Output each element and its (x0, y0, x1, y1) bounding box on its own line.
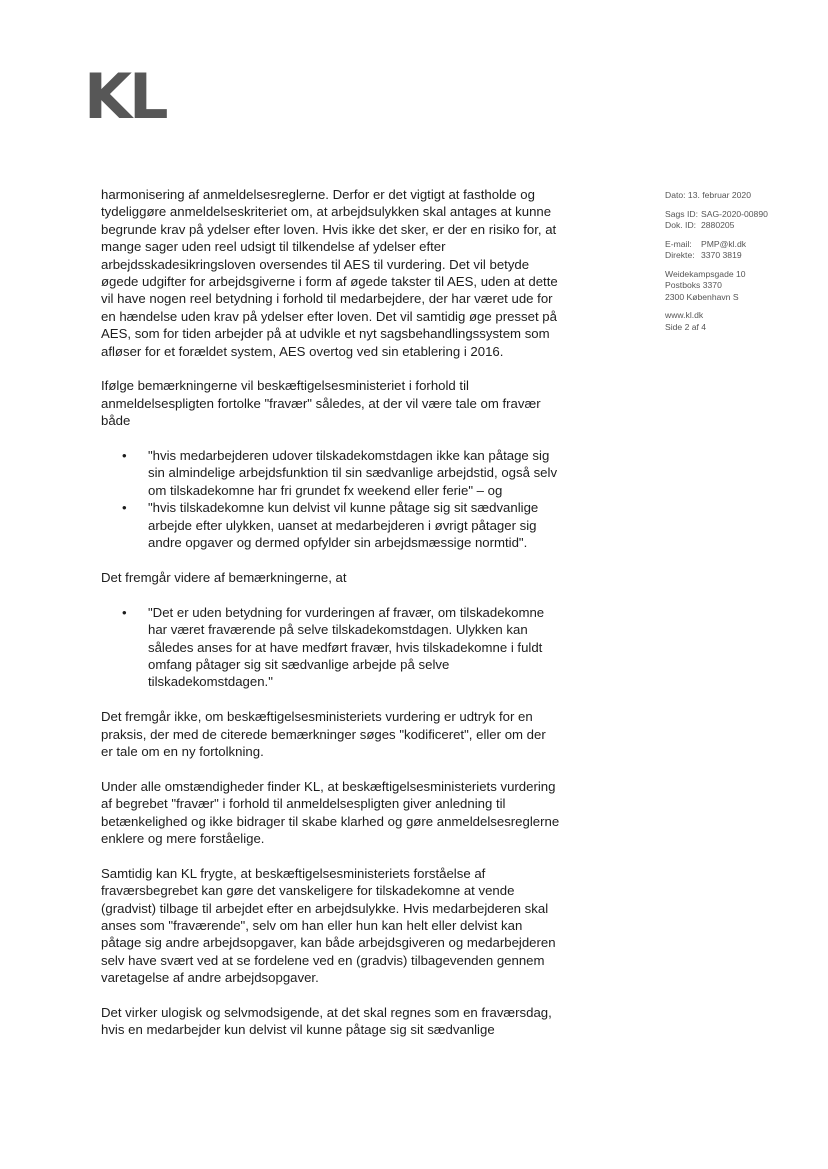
list-item: • "hvis tilskadekomne kun delvist vil kunne påtage sig sit sædvanlige arbejde efter ulykken, uanset at medarbejderen i øvrigt påtager sig andre opgaver og dermed opfylder sin arbejdsmæssige normtid". (148, 499, 561, 551)
bullet-list (101, 447, 561, 551)
date: Dato: 13. februar 2020 (665, 190, 751, 200)
document-metadata (665, 190, 815, 340)
case-id: Sags ID: SAG-2020-00890 (665, 208, 768, 219)
direct-phone: Direkte: 3370 3819 (665, 250, 742, 260)
paragraph: Det fremgår ikke, om beskæftigelsesministeriets vurdering er udtryk for en praksis, der med de citerede bemærkninger søges "kodificeret", eller om der er tale om en ny fortolkning. (101, 709, 546, 759)
letter-body (101, 186, 561, 1056)
list-item: • "hvis medarbejderen udover tilskadekomstdagen ikke kan påtage sig sin almindelige arbejdsfunktion til sin sædvanlige arbejdstid, også selv om tilskadekomne har fri grundet fx weekend eller ferie" – og (148, 447, 561, 499)
paragraph: Under alle omstændigheder finder KL, at beskæftigelsesministeriets vurdering af begrebet "fravær" i forhold til anmeldelsespligten giver anledning til betænkelighed og ikke bidrager til skabe klarhed og gøre anmeldelsesreglerne enklere og mere forståelige. (101, 778, 560, 846)
paragraph: Det fremgår videre af bemærkningerne, at (101, 569, 347, 585)
page-number: Side 2 af 4 (665, 321, 707, 332)
paragraph: harmonisering af anmeldelsesreglerne. Derfor er det vigtigt at fastholde og tydeliggøre anmeldelseskriteriet om, at arbejdsulykken skal antages at kunne begrunde krav på ydelser efter loven. Hvis ikke det sker, er der en risiko for, at mange sager uden reel udsigt til tilkendelse af ydelser efter arbejdsskadesikringsloven oversendes til AES til vurdering. Det vil betyde øgede udgifter for arbejdsgiverne i form af øgede takster til AES, uden at dette vil have nogen reel betydning i forhold til medarbejdere, der har været ude for en hændelse uden krav på ydelser efter loven. Det vil samtidig øge presset på AES, som for tiden arbejder på at udvikle et nyt sagsbehandlingssystem som afløser for et forældet system, AES overtog ved sin etablering i 2016. (101, 187, 558, 359)
kl-logo: KL (84, 60, 166, 133)
address: Weidekampsgade 10 Postboks 3370 2300 København S (665, 268, 746, 302)
paragraph: Samtidig kan KL frygte, at beskæftigelsesministeriets forståelse af fraværsbegrebet kan gøre det vanskeligere for tilskadekomne at vende (gradvist) tilbage til arbejdet efter en arbejdsulykke. Hvis medarbejderen skal anses som "fraværende", selv om han eller hun kan helt eller delvist kan påtage sig andre arbejdsopgaver, kan både arbejdsgiveren og medarbejderen selv have svært ved at se fordelene ved en (gradvis) tilbagevenden gennem varetagelse af andre arbejdsopgaver. (101, 865, 556, 986)
paragraph: Ifølge bemærkningerne vil beskæftigelsesministeriet i forhold til anmeldelsespligten fortolke "fravær" således, at der vil være tale om fravær både (101, 378, 541, 429)
list-item: • "Det er uden betydning for vurderingen af fravær, om tilskadekomne har været fraværende på selve tilskadekomstdagen. Ulykken kan således anses for at have medført fravær, hvis tilskadekomne i fuldt omfang påtager sig sit sædvanlige arbejde på selve tilskadekomstdagen." (148, 604, 561, 691)
paragraph: Det virker ulogisk og selvmodsigende, at det skal regnes som en fraværsdag, hvis en medarbejder kun delvist vil kunne påtage sig sit sædvanlige (101, 1004, 552, 1038)
doc-id: Dok. ID: 2880205 (665, 220, 735, 230)
website: www.kl.dk (665, 310, 704, 320)
email: E-mail: PMP@kl.dk (665, 238, 747, 249)
bullet-list (101, 604, 561, 691)
